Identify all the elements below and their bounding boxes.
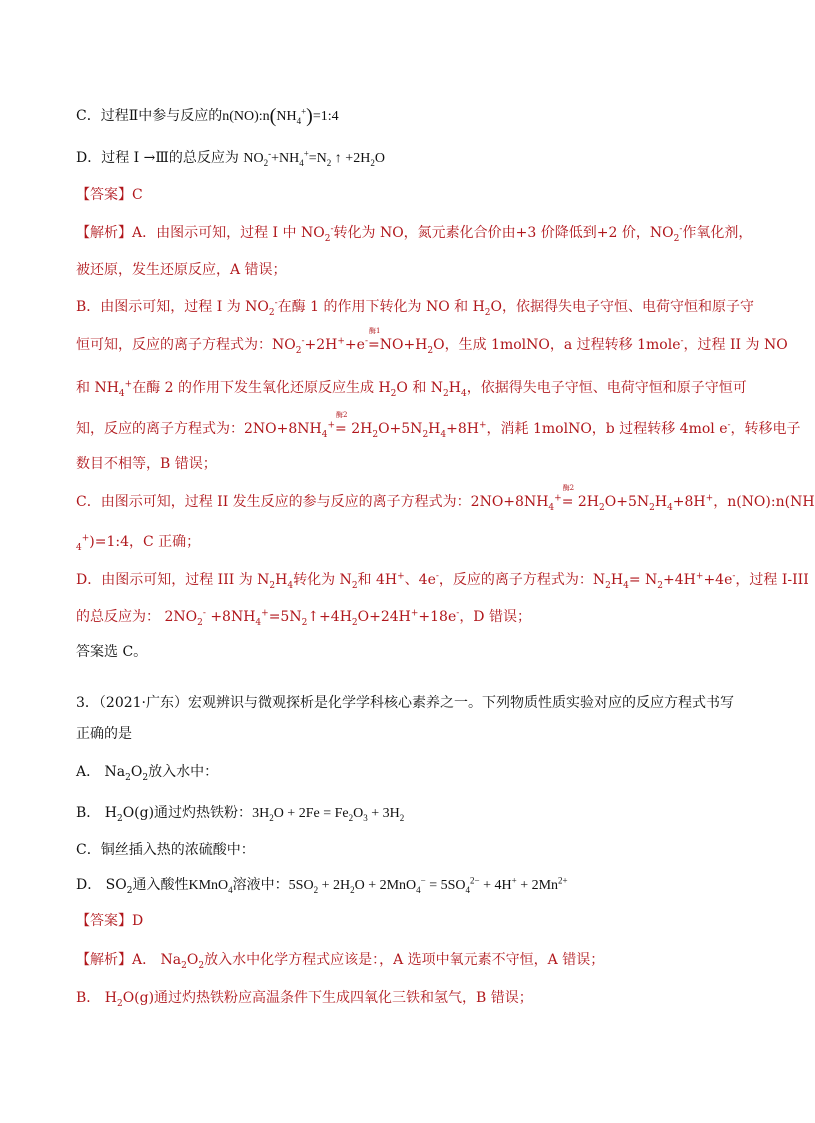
analysis-text: ，过程 I-III bbox=[735, 572, 809, 588]
analysis-text: 知，反应的离子方程式为：2NO+8NH bbox=[76, 421, 322, 437]
question-3-option-b bbox=[76, 804, 404, 823]
subscript: 2 bbox=[197, 617, 203, 628]
subscript: 2 bbox=[370, 157, 375, 168]
paren-close: ) bbox=[306, 105, 313, 127]
subscript: 2 bbox=[116, 998, 123, 1009]
analysis-text: )=1:4，C 正确； bbox=[89, 534, 201, 550]
analysis-text: +8NH bbox=[205, 609, 256, 625]
question-text: 正确的是 bbox=[76, 726, 132, 742]
enzyme-equals bbox=[561, 484, 575, 511]
formula: 3H bbox=[252, 806, 270, 821]
analysis-text: O 和 N bbox=[396, 380, 444, 396]
analysis-text: H bbox=[448, 380, 461, 396]
analysis-text: = N bbox=[628, 572, 658, 588]
superscript: - bbox=[680, 336, 684, 347]
analysis-text: O，生成 1molNO，a 过程转移 1mole bbox=[433, 337, 681, 353]
analysis-text: ，反应的离子方程式为：N bbox=[438, 572, 606, 588]
analysis-text: 在酶 2 的作用下发生氧化还原反应生成 H bbox=[132, 380, 391, 396]
superscript: + bbox=[81, 533, 90, 544]
subscript: 4 bbox=[255, 617, 262, 628]
analysis-text: ，消耗 1molNO，b 过程转移 4mol e bbox=[486, 421, 728, 437]
formula: O bbox=[353, 806, 364, 821]
analysis-tag: 【解析】 bbox=[76, 952, 132, 968]
analysis-text: 作氧化剂， bbox=[682, 225, 753, 241]
subscript: 2 bbox=[372, 429, 379, 440]
subscript: 2 bbox=[125, 772, 131, 783]
analysis-text: 放入水中化学方程式应该是：，A 选项中氧元素不守恒，A 错误； bbox=[204, 952, 605, 968]
superscript: 2+ bbox=[558, 875, 568, 886]
analysis-a-line1 bbox=[76, 224, 752, 242]
analysis-text: +8H bbox=[672, 494, 706, 510]
superscript: - bbox=[330, 224, 334, 235]
subscript: 2 bbox=[348, 812, 354, 823]
question-text: 3．（2021·广东）宏观辨识与微观探析是化学学科核心素养之一。下列物质性质实验对应的反应方程式书写 bbox=[76, 695, 734, 711]
question-3-option-c bbox=[76, 841, 255, 859]
analysis-text: 的总反应为： 2NO bbox=[76, 609, 198, 625]
subscript: 4 bbox=[623, 580, 629, 591]
subscript: 2 bbox=[324, 233, 331, 244]
analysis-text: ，依据得失电子守恒、电荷守恒和原子守恒可 bbox=[466, 380, 747, 396]
answer-line-prev bbox=[76, 186, 143, 204]
option-text: D． SO bbox=[76, 877, 127, 893]
subscript: 2 bbox=[443, 388, 449, 399]
analysis-text: +e bbox=[344, 337, 365, 353]
formula: NH bbox=[276, 109, 297, 124]
analysis-text: O，依据得失电子守恒、电荷守恒和原子守 bbox=[490, 299, 755, 315]
formula: + 2H bbox=[318, 878, 351, 893]
subscript: 4 bbox=[440, 429, 447, 440]
analysis-text: A． Na bbox=[132, 952, 182, 968]
analysis-text: H bbox=[428, 421, 441, 437]
analysis-c-line2 bbox=[76, 533, 200, 551]
subscript: 2 bbox=[351, 580, 358, 591]
subscript: 2 bbox=[269, 812, 274, 823]
question-3-analysis-b bbox=[76, 989, 533, 1007]
subscript: 2 bbox=[350, 884, 355, 895]
analysis-a-line2 bbox=[76, 261, 287, 279]
subscript: 3 bbox=[363, 812, 368, 823]
formula: O + 2MnO bbox=[354, 878, 417, 893]
subscript: 4 bbox=[118, 388, 125, 399]
option-text: 通入酸性 bbox=[132, 877, 189, 893]
superscript: + bbox=[511, 875, 517, 886]
analysis-text: 数目不相等，B 错误； bbox=[76, 456, 217, 472]
option-text: 放入水中： bbox=[148, 764, 219, 780]
question-3-stem-line1 bbox=[76, 694, 734, 712]
final-answer-text: 答案选 C。 bbox=[76, 644, 148, 660]
superscript: + bbox=[301, 106, 307, 117]
analysis-text: A．由图示可知，过程 I 中 NO bbox=[132, 225, 325, 241]
analysis-b-line3 bbox=[76, 379, 747, 397]
enzyme-label: 酶2 bbox=[562, 484, 575, 492]
superscript: - bbox=[268, 148, 272, 159]
enzyme-equals bbox=[335, 411, 348, 438]
analysis-text: 转化为 N bbox=[293, 572, 352, 588]
superscript: - bbox=[456, 608, 460, 619]
enzyme-label: 酶2 bbox=[336, 411, 348, 419]
superscript: - bbox=[679, 224, 683, 235]
superscript: - bbox=[301, 336, 305, 347]
formula: ↑ +2H bbox=[331, 151, 371, 166]
analysis-tag: 【解析】 bbox=[76, 225, 132, 241]
analysis-text: 、4e bbox=[404, 572, 436, 588]
superscript: + bbox=[124, 379, 133, 390]
subscript: 4 bbox=[321, 429, 328, 440]
formula: + 4H bbox=[479, 878, 512, 893]
subscript: 2 bbox=[351, 617, 358, 628]
superscript: + bbox=[327, 420, 336, 431]
superscript: + bbox=[695, 571, 704, 582]
subscript: 2 bbox=[263, 157, 269, 168]
option-text: C．过程Ⅱ中参与反应的 bbox=[76, 108, 223, 124]
analysis-text: 恒可知，反应的离子方程式为：NO bbox=[76, 337, 296, 353]
analysis-text: H bbox=[610, 572, 624, 588]
subscript: 2 bbox=[301, 617, 308, 628]
superscript: + bbox=[261, 608, 269, 619]
subscript: 2 bbox=[181, 960, 187, 971]
subscript: 2 bbox=[268, 307, 275, 318]
option-text: B． H bbox=[76, 805, 117, 821]
superscript: + bbox=[337, 336, 345, 347]
analysis-text: ，转移电子 bbox=[730, 421, 801, 437]
analysis-text: NO+H bbox=[379, 337, 428, 353]
superscript: - bbox=[274, 298, 278, 309]
analysis-text: 和 NH bbox=[76, 380, 119, 396]
option-text: O bbox=[130, 764, 143, 780]
equals-sign: = bbox=[561, 494, 574, 510]
subscript: 2 bbox=[599, 502, 605, 513]
analysis-text: B．由图示可知，过程 I 为 NO bbox=[76, 299, 269, 315]
option-d-prev bbox=[76, 149, 385, 168]
answer-tag: 【答案】 bbox=[76, 187, 132, 203]
subscript: 2 bbox=[198, 960, 205, 971]
subscript: 2 bbox=[399, 812, 405, 823]
paren-open: ( bbox=[269, 105, 277, 127]
analysis-text: 2H bbox=[573, 494, 599, 510]
superscript: + bbox=[410, 608, 419, 619]
subscript: 4 bbox=[228, 884, 233, 895]
superscript: + bbox=[478, 420, 487, 431]
option-text: O(g)通过灼热铁粉： bbox=[122, 805, 253, 821]
analysis-b-line1 bbox=[76, 298, 754, 316]
subscript: 4 bbox=[465, 884, 471, 895]
formula: NO bbox=[243, 151, 264, 166]
equals-sign: = bbox=[335, 421, 347, 437]
superscript: + bbox=[705, 493, 714, 504]
superscript: - bbox=[727, 420, 731, 431]
subscript: 2 bbox=[484, 307, 491, 318]
question-3-answer-line bbox=[76, 912, 143, 930]
answer-value: C bbox=[132, 187, 143, 203]
subscript: 4 bbox=[296, 115, 302, 126]
superscript: - bbox=[202, 608, 206, 619]
analysis-text: O+5N bbox=[378, 421, 423, 437]
answer-value: D bbox=[132, 913, 144, 929]
formula: =1:4 bbox=[312, 109, 339, 124]
analysis-text: O(g)通过灼热铁粉应高温条件下生成四氧化三铁和氢气，B 错误； bbox=[122, 990, 533, 1006]
enzyme-label: 酶1 bbox=[368, 327, 381, 335]
superscript: - bbox=[732, 571, 736, 582]
analysis-text: H bbox=[275, 572, 288, 588]
analysis-b-line2 bbox=[76, 327, 788, 356]
analysis-text: O+24H bbox=[357, 609, 411, 625]
analysis-text: +2H bbox=[304, 337, 338, 353]
analysis-text: O+5N bbox=[604, 494, 650, 510]
analysis-text: ，过程 II 为 NO bbox=[683, 337, 788, 353]
analysis-text: +8H bbox=[446, 421, 479, 437]
analysis-text: ↑+4H bbox=[307, 609, 352, 625]
analysis-text: 在酶 1 的作用下转化为 NO 和 H bbox=[277, 299, 485, 315]
option-text: C．铜丝插入热的浓硫酸中： bbox=[76, 842, 255, 858]
formula: 5SO bbox=[288, 878, 314, 893]
subscript: 4 bbox=[287, 580, 294, 591]
analysis-text: ，n(NO):n(NH bbox=[713, 494, 815, 510]
option-text: 溶液中： bbox=[232, 877, 289, 893]
answer-tag: 【答案】 bbox=[76, 913, 132, 929]
subscript: 2 bbox=[142, 772, 149, 783]
question-3-option-a bbox=[76, 763, 218, 781]
subscript: 2 bbox=[326, 157, 332, 168]
subscript: 4 bbox=[461, 388, 467, 399]
superscript: - bbox=[435, 571, 439, 582]
analysis-text: D．由图示可知，过程 III 为 N bbox=[76, 572, 270, 588]
formula: +NH bbox=[271, 151, 300, 166]
superscript: + bbox=[554, 493, 562, 504]
analysis-text: 转化为 NO，氮元素化合价由+3 价降低到+2 价，NO bbox=[333, 225, 674, 241]
analysis-c-line1 bbox=[76, 484, 815, 513]
question-3-option-d bbox=[76, 876, 568, 895]
analysis-text: O bbox=[186, 952, 199, 968]
analysis-text: ，D 错误； bbox=[459, 609, 531, 625]
formula: =N bbox=[308, 151, 327, 166]
analysis-text: +4H bbox=[663, 572, 696, 588]
subscript: 4 bbox=[548, 502, 555, 513]
subscript: 4 bbox=[667, 502, 673, 513]
analysis-text: 2H bbox=[346, 421, 373, 437]
option-text: D．过程 Ⅰ →Ⅲ的总反应为 bbox=[76, 150, 244, 166]
analysis-b-line4 bbox=[76, 411, 801, 440]
subscript: 2 bbox=[422, 429, 429, 440]
question-3-stem-line2 bbox=[76, 725, 132, 743]
analysis-d-line1 bbox=[76, 571, 809, 589]
subscript: 2 bbox=[657, 580, 664, 591]
subscript: 2 bbox=[295, 345, 302, 356]
subscript: 2 bbox=[269, 580, 276, 591]
analysis-d-line2 bbox=[76, 608, 531, 626]
analysis-text: +4e bbox=[703, 572, 733, 588]
formula: O + 2Fe = Fe bbox=[273, 806, 349, 821]
analysis-text: B． H bbox=[76, 990, 117, 1006]
subscript: 2 bbox=[649, 502, 655, 513]
analysis-b-line5 bbox=[76, 455, 217, 473]
subscript: 2 bbox=[605, 580, 611, 591]
subscript: 4 bbox=[299, 157, 304, 168]
superscript: 2− bbox=[470, 875, 480, 886]
superscript: - bbox=[364, 336, 368, 347]
equals-sign: = bbox=[367, 337, 380, 353]
option-text: A． Na bbox=[76, 764, 126, 780]
subscript: 4 bbox=[76, 542, 82, 553]
subscript: 2 bbox=[673, 233, 680, 244]
option-c-prev bbox=[76, 107, 339, 126]
final-answer-line bbox=[76, 643, 147, 661]
question-3-analysis-a bbox=[76, 951, 604, 969]
formula: KMnO bbox=[188, 878, 229, 893]
subscript: 2 bbox=[313, 884, 319, 895]
formula: + 3H bbox=[367, 806, 400, 821]
analysis-text: +18e bbox=[418, 609, 457, 625]
subscript: 4 bbox=[416, 884, 421, 895]
superscript: + bbox=[303, 148, 309, 159]
formula: = 5SO bbox=[425, 878, 466, 893]
enzyme-equals bbox=[367, 327, 381, 354]
superscript: − bbox=[420, 875, 426, 886]
analysis-text: =5N bbox=[268, 609, 302, 625]
analysis-text: 和 4H bbox=[357, 572, 398, 588]
formula: n(NO):n bbox=[222, 109, 270, 124]
formula: + 2Mn bbox=[516, 878, 559, 893]
subscript: 2 bbox=[116, 813, 123, 824]
subscript: 2 bbox=[427, 345, 434, 356]
analysis-text: 被还原，发生还原反应，A 错误； bbox=[76, 262, 287, 278]
formula: O bbox=[374, 151, 385, 166]
subscript: 2 bbox=[126, 885, 133, 896]
analysis-text: H bbox=[654, 494, 668, 510]
subscript: 2 bbox=[390, 388, 397, 399]
superscript: + bbox=[397, 571, 405, 582]
analysis-text: C．由图示可知，过程 II 发生反应的参与反应的离子方程式为：2NO+8NH bbox=[76, 494, 549, 510]
